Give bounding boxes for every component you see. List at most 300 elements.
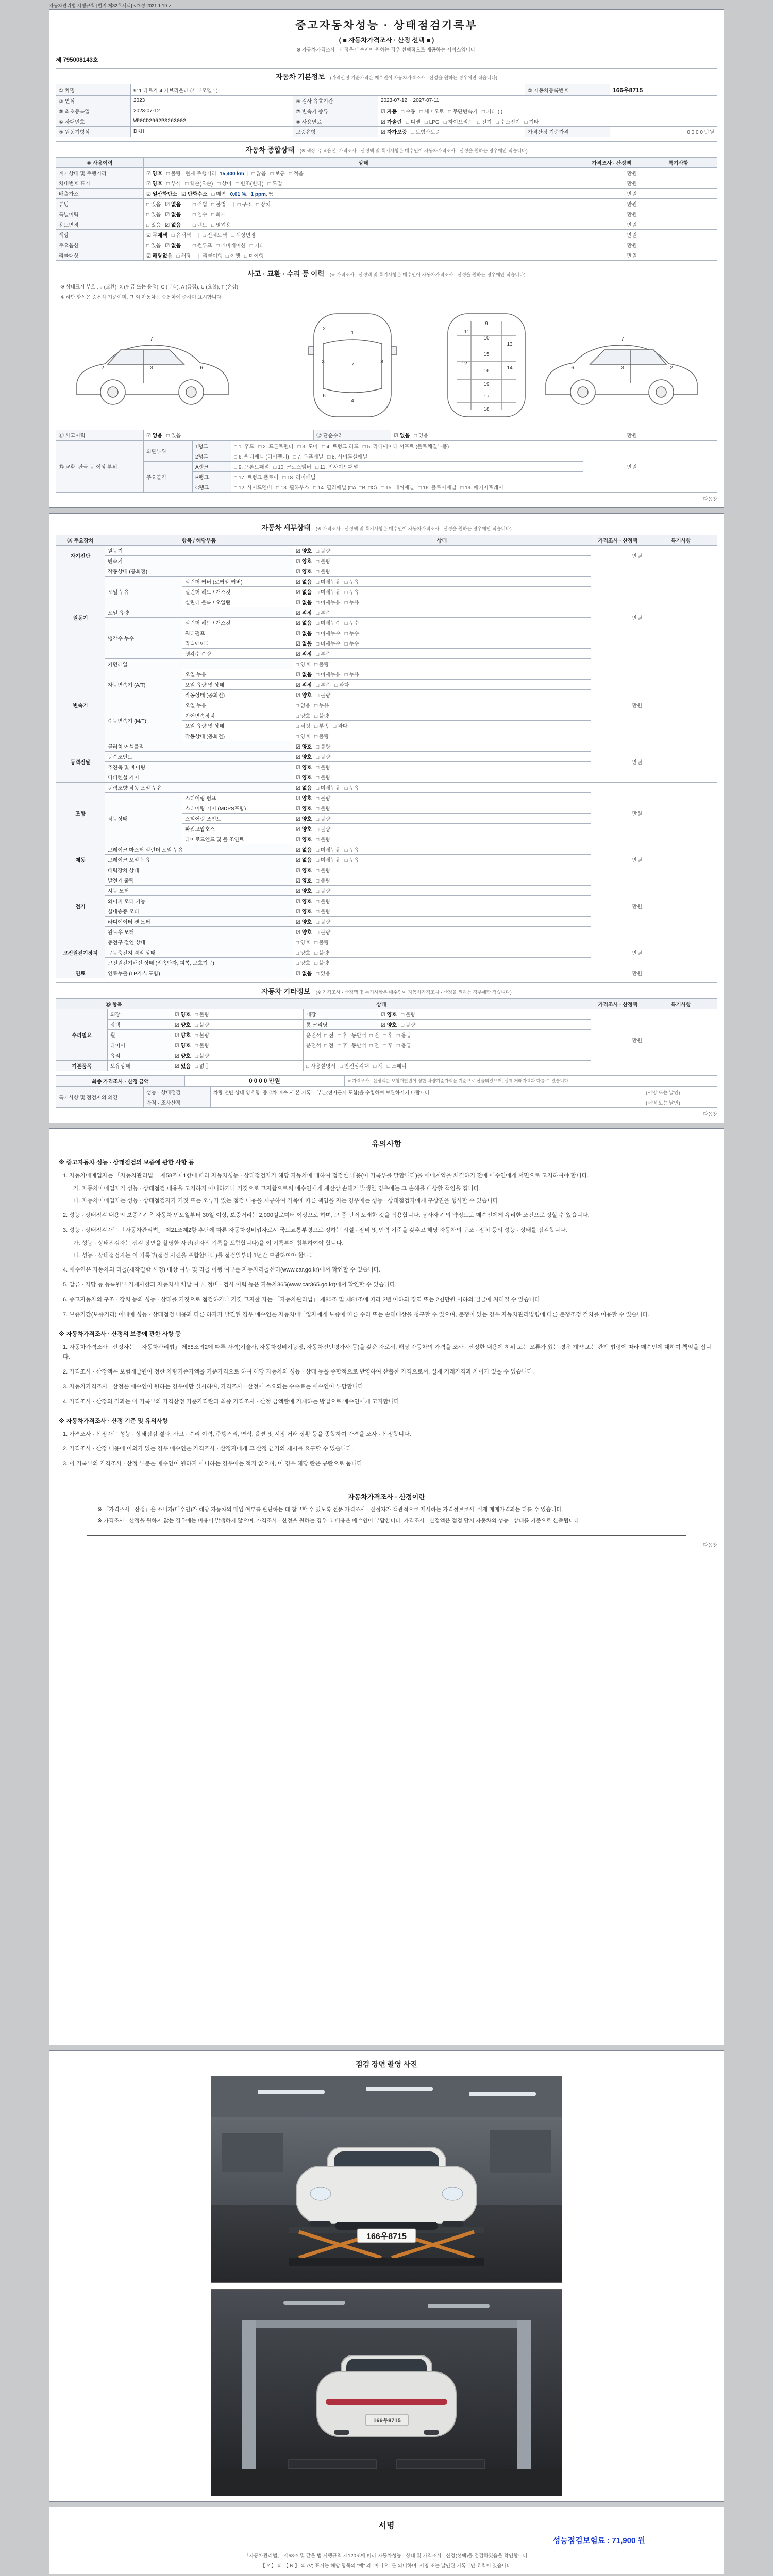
table-cell: 원동기	[105, 546, 293, 556]
table-cell: 파워고압호스	[182, 824, 293, 834]
table-cell	[144, 168, 583, 178]
text: (세부모델 : )	[190, 88, 218, 94]
table-row	[56, 209, 717, 219]
basic-info-table	[56, 84, 717, 137]
checkbox-unchecked: □ 불량	[316, 920, 331, 925]
section-note: (※ 가격조사 · 산정액 및 특기사항은 매수인이 자동차가격조사 · 산정을 원하는 경우에만 적습니다)	[329, 272, 526, 277]
table-cell: 자동변속기 (A/T)	[105, 669, 182, 700]
table-cell	[131, 84, 525, 96]
table-cell	[293, 886, 591, 896]
section-note: (※ 색상, 주요옵션, 가격조사 · 산정액 및 특기사항은 매수인이 자동차가격조사 · 산정을 원하는 경우에만 적습니다)	[299, 148, 528, 154]
accident-history-table	[56, 430, 717, 440]
table-cell: 실린더 헤드 / 개스킷	[182, 587, 293, 597]
checkbox-checked: ☑ 양호	[296, 693, 312, 699]
checkbox-checked: ☑ 일산화탄소	[146, 192, 178, 197]
checkbox-unchecked: □ 누유	[344, 580, 359, 585]
table-cell: 고전원전기장치	[56, 937, 105, 968]
checkbox-unchecked: □ 렌트	[192, 223, 207, 228]
table-cell: 특기사항	[645, 535, 717, 546]
final-price-table	[56, 1075, 717, 1087]
checkbox-unchecked: □ 잭	[373, 1064, 383, 1070]
table-cell: 조향	[56, 783, 105, 844]
text: |	[198, 253, 200, 259]
checkbox-unchecked: □ 보험사보증	[411, 130, 441, 135]
checkbox-checked: ☑ 양호	[175, 1023, 191, 1028]
section-note: (※ 가격조사 · 산정액 및 특기사항은 매수인이 자동차가격조사 · 산정을 원하는 경우에만 적습니다)	[315, 526, 512, 531]
pricing-box-line: ※ 가격조사 · 산정을 원하지 않는 경우에는 비용이 발생하지 않으며, 가격조사 · 산정을 원하는 경우 그 비용은 매수인이 부담합니다. 가격조사 · 산정액은 점검 당시 자동차의 성능 · 상태를 기준으로 산출됩니다.	[97, 1517, 581, 1524]
table-cell	[293, 752, 591, 762]
table-cell: C랭크	[193, 482, 231, 493]
checkbox-unchecked: □ 전기	[477, 120, 492, 125]
table-row	[56, 158, 717, 168]
checkbox-unchecked: □ 미세누유	[316, 590, 341, 596]
signature-legal-line: 【 Y 】 와 【 N 】 의 (V) 표시는 해당 항목의 "예" 와 "아니오" 를 의미하며, 서명 또는 날인된 기록부만 효력이 있습니다.	[260, 2563, 513, 2569]
checkbox-unchecked: □ 3. 도어	[297, 444, 318, 450]
checkbox-unchecked: □ 11. 인사이드패널	[315, 465, 358, 470]
table-row	[56, 189, 717, 199]
checkbox-checked: ☑ 없음	[296, 848, 312, 853]
checkbox-checked: ☑ 없음	[296, 672, 312, 678]
checkbox-unchecked: □ 양호	[296, 951, 311, 956]
table-cell: ⑪ 사고이력	[56, 430, 144, 440]
checkbox-unchecked: □ 6. 쿼터패널 (리어펜더)	[234, 454, 289, 460]
diagram-part-number: 2	[670, 365, 673, 371]
table-row	[56, 999, 717, 1009]
checkbox-unchecked: □ 7. 루프패널	[293, 454, 324, 460]
table-cell	[640, 168, 717, 178]
checkbox-unchecked: □ 양호	[296, 714, 311, 719]
table-cell	[293, 721, 591, 731]
table-cell	[293, 906, 591, 917]
notice-paragraph: ※ 자동차가격조사 · 산정 기준 및 유의사항	[59, 1418, 168, 1425]
checkbox-unchecked: □ 양호	[296, 662, 311, 668]
diagram-part-number: 15	[483, 352, 490, 358]
checkbox-unchecked: □ 해당	[176, 253, 191, 259]
table-cell	[645, 783, 717, 844]
table-cell: 가격조사 · 산정액	[583, 158, 640, 168]
table-cell: 0 0 0 0 만원	[185, 1076, 345, 1087]
checkbox-checked: ☑ 없음	[296, 971, 312, 977]
table-cell: ⑩ 사용이력	[56, 158, 144, 168]
table-cell	[144, 178, 583, 189]
text: |	[188, 202, 190, 208]
document-title: 중고자동차성능 · 상태점검기록부	[295, 20, 478, 31]
table-cell: 오일 누유	[182, 669, 293, 680]
checkbox-checked: ☑ 양호	[296, 889, 312, 894]
checkbox-checked: ☑ 양호	[296, 569, 312, 575]
checkbox-unchecked: □ 누유	[344, 590, 359, 596]
checkbox-unchecked: □ 있음	[414, 433, 429, 439]
checkbox-unchecked: □ 침수	[192, 212, 207, 218]
table-row	[56, 240, 717, 250]
checkbox-checked: ☑ 양호	[296, 827, 312, 833]
checkbox-unchecked: □ 유채색	[171, 233, 191, 239]
table-cell	[293, 917, 591, 927]
checkbox-checked: ☑ 적정	[296, 611, 312, 616]
table-cell: 만원	[583, 230, 640, 240]
table-cell: 작동상태 (공회전)	[105, 566, 293, 577]
misc-info-table	[56, 998, 717, 1071]
page-next-label: 다음장	[703, 1542, 717, 1548]
table-cell: ⑭ 주요장치	[56, 535, 105, 546]
checkbox-unchecked: □ 있음	[146, 202, 161, 208]
panel-signature	[49, 2507, 724, 2574]
table-cell: 튜닝	[56, 199, 144, 209]
checkbox-checked: ☑ 양호	[296, 930, 312, 936]
checkbox-unchecked: □ 불량	[195, 1043, 210, 1049]
table-cell	[144, 199, 583, 209]
license-plate	[366, 2414, 408, 2426]
checkbox-unchecked: □ 과다	[333, 724, 348, 730]
checkbox-unchecked: □ 있음	[316, 971, 331, 977]
table-cell	[231, 462, 583, 472]
checkbox-unchecked: □ 18. 리어패널	[282, 475, 316, 481]
table-cell	[293, 834, 591, 844]
table-cell	[231, 441, 583, 451]
checkbox-checked: ☑ 양호	[175, 1043, 191, 1049]
checkbox-checked: ☑ 없음	[296, 600, 312, 606]
checkbox-checked: ☑ 양호	[146, 181, 163, 187]
table-cell: 타이어	[108, 1040, 172, 1050]
checkbox-checked: ☑ 양호	[296, 796, 312, 802]
table-cell: 추진축 및 베어링	[105, 762, 293, 772]
checkbox-checked: ☑ 없음	[146, 433, 163, 439]
table-cell: ④ 검사 유효기간	[293, 96, 378, 106]
table-cell: 만원	[583, 250, 640, 261]
table-cell: 등속조인트	[105, 752, 293, 762]
text: 동반석	[351, 1043, 366, 1049]
workshop-floor	[211, 2469, 562, 2496]
checkbox-unchecked: □ 전	[324, 1033, 334, 1039]
checkbox-unchecked: □ 불량	[195, 1054, 210, 1059]
checkbox-unchecked: □ 10. 크로스멤버	[273, 465, 312, 470]
table-row	[56, 535, 717, 546]
notice-paragraph: 1. 자동차가격조사 · 산정자는 「자동차관리법」 제58조의2에 따른 자격(기술사, 자동차정비기능장, 자동차진단평가사 등)을 갖춘 자로서, 해당 자동차의 가격을 조사 · 산정한 내용에 허위 또는 오류가 있는 경우 계약 또는 관계 법령에 따라 매수인에 대하여 책임을 집니다.	[63, 1344, 712, 1361]
table-cell	[293, 875, 591, 886]
table-cell: B랭크	[193, 472, 231, 482]
table-cell	[293, 690, 591, 700]
checkbox-unchecked: □ 매연	[211, 192, 226, 197]
table-cell: 스티어링 조인트	[182, 814, 293, 824]
table-cell: 브레이크 마스터 실린더 오일 누유	[105, 844, 293, 855]
checkbox-checked: ☑ 없음	[296, 858, 312, 863]
notice-paragraph: 가. 성능 · 상태점검자는 점검 장면을 촬영한 사진(전자적 기록을 포함합니다)을 이 기록부에 첨부하여야 합니다.	[73, 1240, 344, 1246]
table-cell	[293, 607, 591, 618]
checkbox-checked: ☑ 없음	[165, 212, 181, 218]
table-cell	[391, 430, 583, 440]
table-cell	[144, 209, 583, 219]
document-number: 제 795008143호	[56, 57, 98, 63]
checkbox-unchecked: □ 12. 사이드멤버	[234, 485, 272, 491]
checkbox-unchecked: □ 미이행	[244, 253, 264, 259]
table-cell: 수동변속기 (M/T)	[105, 700, 182, 741]
panel-notice	[49, 1128, 724, 2045]
checkbox-unchecked: □ 부족	[316, 611, 331, 616]
checkbox-unchecked: □ 불량	[314, 961, 329, 967]
checkbox-checked: ☑ 양호	[296, 817, 312, 822]
table-cell	[293, 844, 591, 855]
checkbox-unchecked: □ 상이	[217, 181, 232, 187]
table-cell	[378, 1009, 591, 1020]
table-cell	[293, 731, 591, 741]
diagram-part-number: 16	[483, 368, 490, 374]
checkbox-checked: ☑ 양호	[175, 1012, 191, 1018]
table-row	[56, 84, 717, 96]
checkbox-unchecked: □ 전	[324, 1043, 334, 1049]
table-cell	[645, 844, 717, 875]
checkbox-checked: ☑ 양호	[296, 920, 312, 925]
diagram-part-number: 14	[507, 365, 513, 371]
checkbox-unchecked: □ 4. 트렁크 리드	[322, 444, 359, 450]
checkbox-unchecked: □ 과다	[334, 683, 349, 688]
checkbox-checked: ☑ 양호	[296, 765, 312, 771]
table-cell: 오일 유량 및 상태	[182, 680, 293, 690]
panel-main-form	[49, 9, 724, 508]
checkbox-unchecked: □ 기타	[249, 243, 264, 249]
diagram-part-number: 12	[461, 361, 467, 367]
table-cell	[640, 441, 717, 493]
table-cell: 특기사항	[640, 158, 717, 168]
checkbox-unchecked: □ 미세누유	[316, 858, 341, 863]
table-cell: 스티어링 펌프	[182, 793, 293, 803]
workshop-ceiling	[211, 2076, 562, 2117]
checkbox-unchecked: □ 양호	[296, 940, 311, 946]
car-side-left-view	[77, 345, 228, 404]
table-cell: 오일 누유	[105, 577, 182, 607]
checkbox-checked: ☑ 없음	[165, 202, 181, 208]
checkbox-unchecked: □ 누유	[314, 703, 329, 709]
table-cell: 성능 · 상태점검	[144, 1087, 211, 1097]
checkbox-unchecked: □ 불량	[316, 755, 331, 760]
table-cell: 만원	[583, 178, 640, 189]
table-cell	[640, 430, 717, 440]
checkbox-unchecked: □ 미세누유	[316, 672, 341, 678]
table-row	[56, 96, 717, 106]
table-cell: ① 차명	[56, 84, 131, 96]
table-cell	[293, 628, 591, 638]
table-cell: 원동기	[56, 566, 105, 669]
table-cell	[172, 1020, 304, 1030]
table-cell: 1랭크	[193, 441, 231, 451]
table-cell: 계기상태 및 주행거리	[56, 168, 144, 178]
table-cell	[293, 958, 591, 968]
checkbox-unchecked: □ 불량	[316, 909, 331, 915]
table-cell	[640, 250, 717, 261]
checkbox-unchecked: □ 불량	[314, 951, 329, 956]
table-cell	[211, 1097, 609, 1108]
notice-paragraph: 3. 성능 · 상태점검자는 「자동차관리법」 제21조제2항 후단에 따른 자동차정비업자로서 국토교통부령으로 정하는 시설 · 장비 및 인력 기준을 갖추고 해당 자동차의 구조 · 장치 등의 성능 · 상태를 점검합니다.	[63, 1227, 567, 1234]
table-cell	[304, 1061, 591, 1071]
section-title: 자동차 기타정보	[261, 988, 311, 995]
checkbox-unchecked: □ 네비게이션	[216, 243, 246, 249]
table-cell: 수리필요	[56, 1009, 108, 1061]
checkbox-checked: ☑ 무채색	[146, 233, 167, 239]
table-row	[56, 669, 717, 680]
checkbox-unchecked: □ 없음	[296, 703, 311, 709]
table-cell	[293, 587, 591, 597]
table-cell: 라디에이터	[182, 638, 293, 649]
checkbox-checked: ☑ 탄화수소	[181, 192, 208, 197]
checkbox-unchecked: □ 전	[369, 1033, 379, 1039]
table-row	[56, 127, 717, 137]
table-cell	[378, 116, 717, 127]
table-cell: 실린더 블록 / 오일팬	[182, 597, 293, 607]
page-next-label: 다음장	[703, 497, 717, 502]
section-header-detail	[56, 519, 717, 535]
signature-title: 서명	[378, 2521, 395, 2530]
table-cell: 윈도우 모터	[105, 927, 293, 937]
notice-paragraph: ※ 중고자동차 성능 · 상태점검의 보증에 관한 사항 등	[59, 1160, 194, 1166]
checkbox-unchecked: □ 보통	[270, 171, 285, 177]
table-cell	[645, 937, 717, 968]
checkbox-unchecked: □ 불량	[316, 549, 331, 554]
table-row	[56, 783, 717, 793]
checkbox-unchecked: □ 구조	[237, 202, 252, 208]
text: 동반석	[351, 1033, 366, 1039]
diagram-part-number: 17	[483, 394, 490, 400]
checkbox-checked: ☑ 해당없음	[146, 253, 173, 259]
table-cell: 차량 전반 상태 양호함. 중고차 매수 시 본 기록부 부본(전자문서 포함)을 수령하여 보관하시기 바랍니다.	[211, 1087, 609, 1097]
table-row	[56, 230, 717, 240]
table-cell: DKH	[131, 127, 293, 137]
checkbox-unchecked: □ 후	[338, 1043, 347, 1049]
text: |	[188, 243, 190, 249]
table-row	[56, 1009, 717, 1020]
table-cell: ※ 가격조사 · 산정액은 보험개발원이 정한 차량기준가액을 기준으로 산출되었으며, 실제 거래가격과 다를 수 있습니다.	[345, 1076, 717, 1087]
checkbox-unchecked: □ 이행	[225, 253, 240, 259]
section-title: 자동차 종합상태	[245, 146, 295, 154]
checkbox-unchecked: □ 썬루프	[192, 243, 212, 249]
table-cell: 2023	[131, 96, 293, 106]
table-cell	[640, 199, 717, 209]
checkbox-unchecked: □ 부족	[314, 724, 329, 730]
checkbox-unchecked: □ 있음	[166, 433, 181, 439]
checkbox-unchecked: □ 불량	[314, 714, 329, 719]
table-row	[56, 430, 717, 440]
table-cell	[231, 472, 583, 482]
table-cell: 만원	[591, 546, 645, 566]
table-cell	[172, 1009, 304, 1020]
checkbox-unchecked: □ 수소전기	[495, 120, 520, 125]
checkbox-unchecked: □ LPG	[424, 120, 440, 125]
section-note: (※ 가격조사 · 산정액 및 특기사항은 매수인이 자동차가격조사 · 산정을 원하는 경우에만 적습니다)	[315, 990, 512, 995]
table-cell	[640, 189, 717, 199]
table-cell	[144, 430, 314, 440]
table-cell	[293, 618, 591, 628]
checkbox-checked: ☑ 양호	[381, 1023, 397, 1028]
table-cell: 보유상태	[108, 1061, 172, 1071]
diagram-part-number: 7	[150, 336, 153, 342]
checkbox-unchecked: □ 사용설명서	[306, 1064, 336, 1070]
checkbox-unchecked: □ 스패너	[386, 1064, 407, 1070]
table-cell	[293, 793, 591, 803]
notice-paragraph: 가. 자동차매매업자가 성능 · 상태점검 내용을 고지하지 아니하거나 거짓으로 고지함으로써 매수인에게 재산상 손해가 발생한 경우에는 그 손해를 배상할 책임을 집니다.	[73, 1185, 481, 1192]
document-note: ※ 자동차가격조사 · 산정은 매수인이 원하는 경우 선택적으로 제공하는 서비스입니다.	[296, 47, 477, 53]
checkbox-unchecked: □ 불량	[316, 765, 331, 771]
table-cell: 2023-07-12	[131, 106, 293, 116]
checkbox-unchecked: □ 불량	[195, 1023, 210, 1028]
diagram-part-number: 2	[101, 365, 104, 371]
checkbox-checked: ☑ 양호	[381, 1012, 397, 1018]
detail-condition-table	[56, 535, 717, 978]
diagram-part-number: 10	[483, 335, 490, 341]
table-cell	[378, 106, 717, 116]
table-cell	[293, 824, 591, 834]
table-cell: 만원	[591, 566, 645, 669]
table-cell: 브레이크 오일 누유	[105, 855, 293, 865]
diagram-part-number: 4	[351, 398, 354, 404]
checkbox-unchecked: □ 양호	[296, 734, 311, 740]
table-cell: 만원	[591, 669, 645, 741]
table-cell: 구동축전지 격리 상태	[105, 947, 293, 958]
license-plate	[357, 2229, 416, 2243]
checkbox-unchecked: □ 많음	[251, 171, 266, 177]
table-cell: 제동	[56, 844, 105, 875]
table-cell: 만원	[583, 441, 640, 493]
table-row	[56, 875, 717, 886]
checkbox-unchecked: □ 17. 트렁크 플로어	[234, 475, 279, 481]
checkbox-unchecked: □ 불량	[316, 837, 331, 843]
checkbox-unchecked: □ 누수	[344, 631, 359, 637]
diagram-part-number: 3	[150, 365, 153, 371]
section-header-accident	[56, 265, 717, 281]
table-cell	[172, 1040, 304, 1050]
checkbox-unchecked: □ 부족	[316, 652, 331, 657]
table-cell: 용도변경	[56, 219, 144, 230]
table-cell	[645, 546, 717, 566]
checkbox-unchecked: □ 5. 라디에이터 서포트 (볼트체결부품)	[362, 444, 449, 450]
notice-paragraph: 6. 중고자동차의 구조 · 장치 등의 성능 · 상태를 거짓으로 점검하거나 거짓 고지한 자는 「자동차관리법」 제80조 및 제81조에 따라 2년 이하의 징역 또는 2천만원 이하의 벌금에 처해질 수 있습니다.	[63, 1296, 542, 1303]
checkbox-unchecked: □ 미세누유	[316, 580, 341, 585]
overall-condition-table	[56, 157, 717, 261]
table-cell	[144, 250, 583, 261]
checkbox-unchecked: □ 세미오토	[419, 109, 444, 115]
table-row	[56, 199, 717, 209]
text: 현재 주행거리	[185, 171, 216, 177]
checkbox-unchecked: □ 불량	[316, 693, 331, 699]
checkbox-unchecked: □ 하이브리드	[443, 120, 473, 125]
table-cell: 상태	[293, 535, 591, 546]
checkbox-unchecked: □ 응급	[396, 1033, 412, 1039]
table-cell: 만원	[583, 240, 640, 250]
text: 운전석	[306, 1033, 321, 1039]
table-cell	[640, 230, 717, 240]
table-cell: 배출가스	[56, 189, 144, 199]
table-cell: 라디에이터 팬 모터	[105, 917, 293, 927]
section-note: (가격산정 기준가격은 매수인이 자동차가격조사 · 산정을 원하는 경우에만 적습니다)	[330, 75, 498, 80]
table-cell: 작동상태	[105, 793, 182, 844]
table-cell: 발전기 출력	[105, 875, 293, 886]
checkbox-checked: ☑ 양호	[296, 744, 312, 750]
table-row	[56, 441, 717, 451]
diagram-part-number: 19	[483, 382, 490, 387]
checkbox-unchecked: □ 부족	[316, 683, 331, 688]
table-cell	[293, 803, 591, 814]
table-cell	[293, 783, 591, 793]
checkbox-checked: ☑ 없음	[165, 223, 181, 228]
table-cell	[645, 875, 717, 937]
table-cell: 오일 누유	[182, 700, 293, 710]
notice-paragraph: ※ 자동차가격조사 · 산정의 보증에 관한 사항 등	[59, 1331, 181, 1337]
table-cell: 실내송풍 모터	[105, 906, 293, 917]
inspection-photo-rear	[211, 2289, 562, 2496]
checkbox-checked: ☑ 양호	[296, 878, 312, 884]
table-cell: 클러치 어셈블리	[105, 741, 293, 752]
table-cell	[293, 937, 591, 947]
table-cell: 2023-07-12 ~ 2027-07-11	[378, 96, 717, 106]
table-cell	[293, 649, 591, 659]
table-cell: ⑬ 교환, 판금 등 이상 부위	[56, 441, 144, 493]
